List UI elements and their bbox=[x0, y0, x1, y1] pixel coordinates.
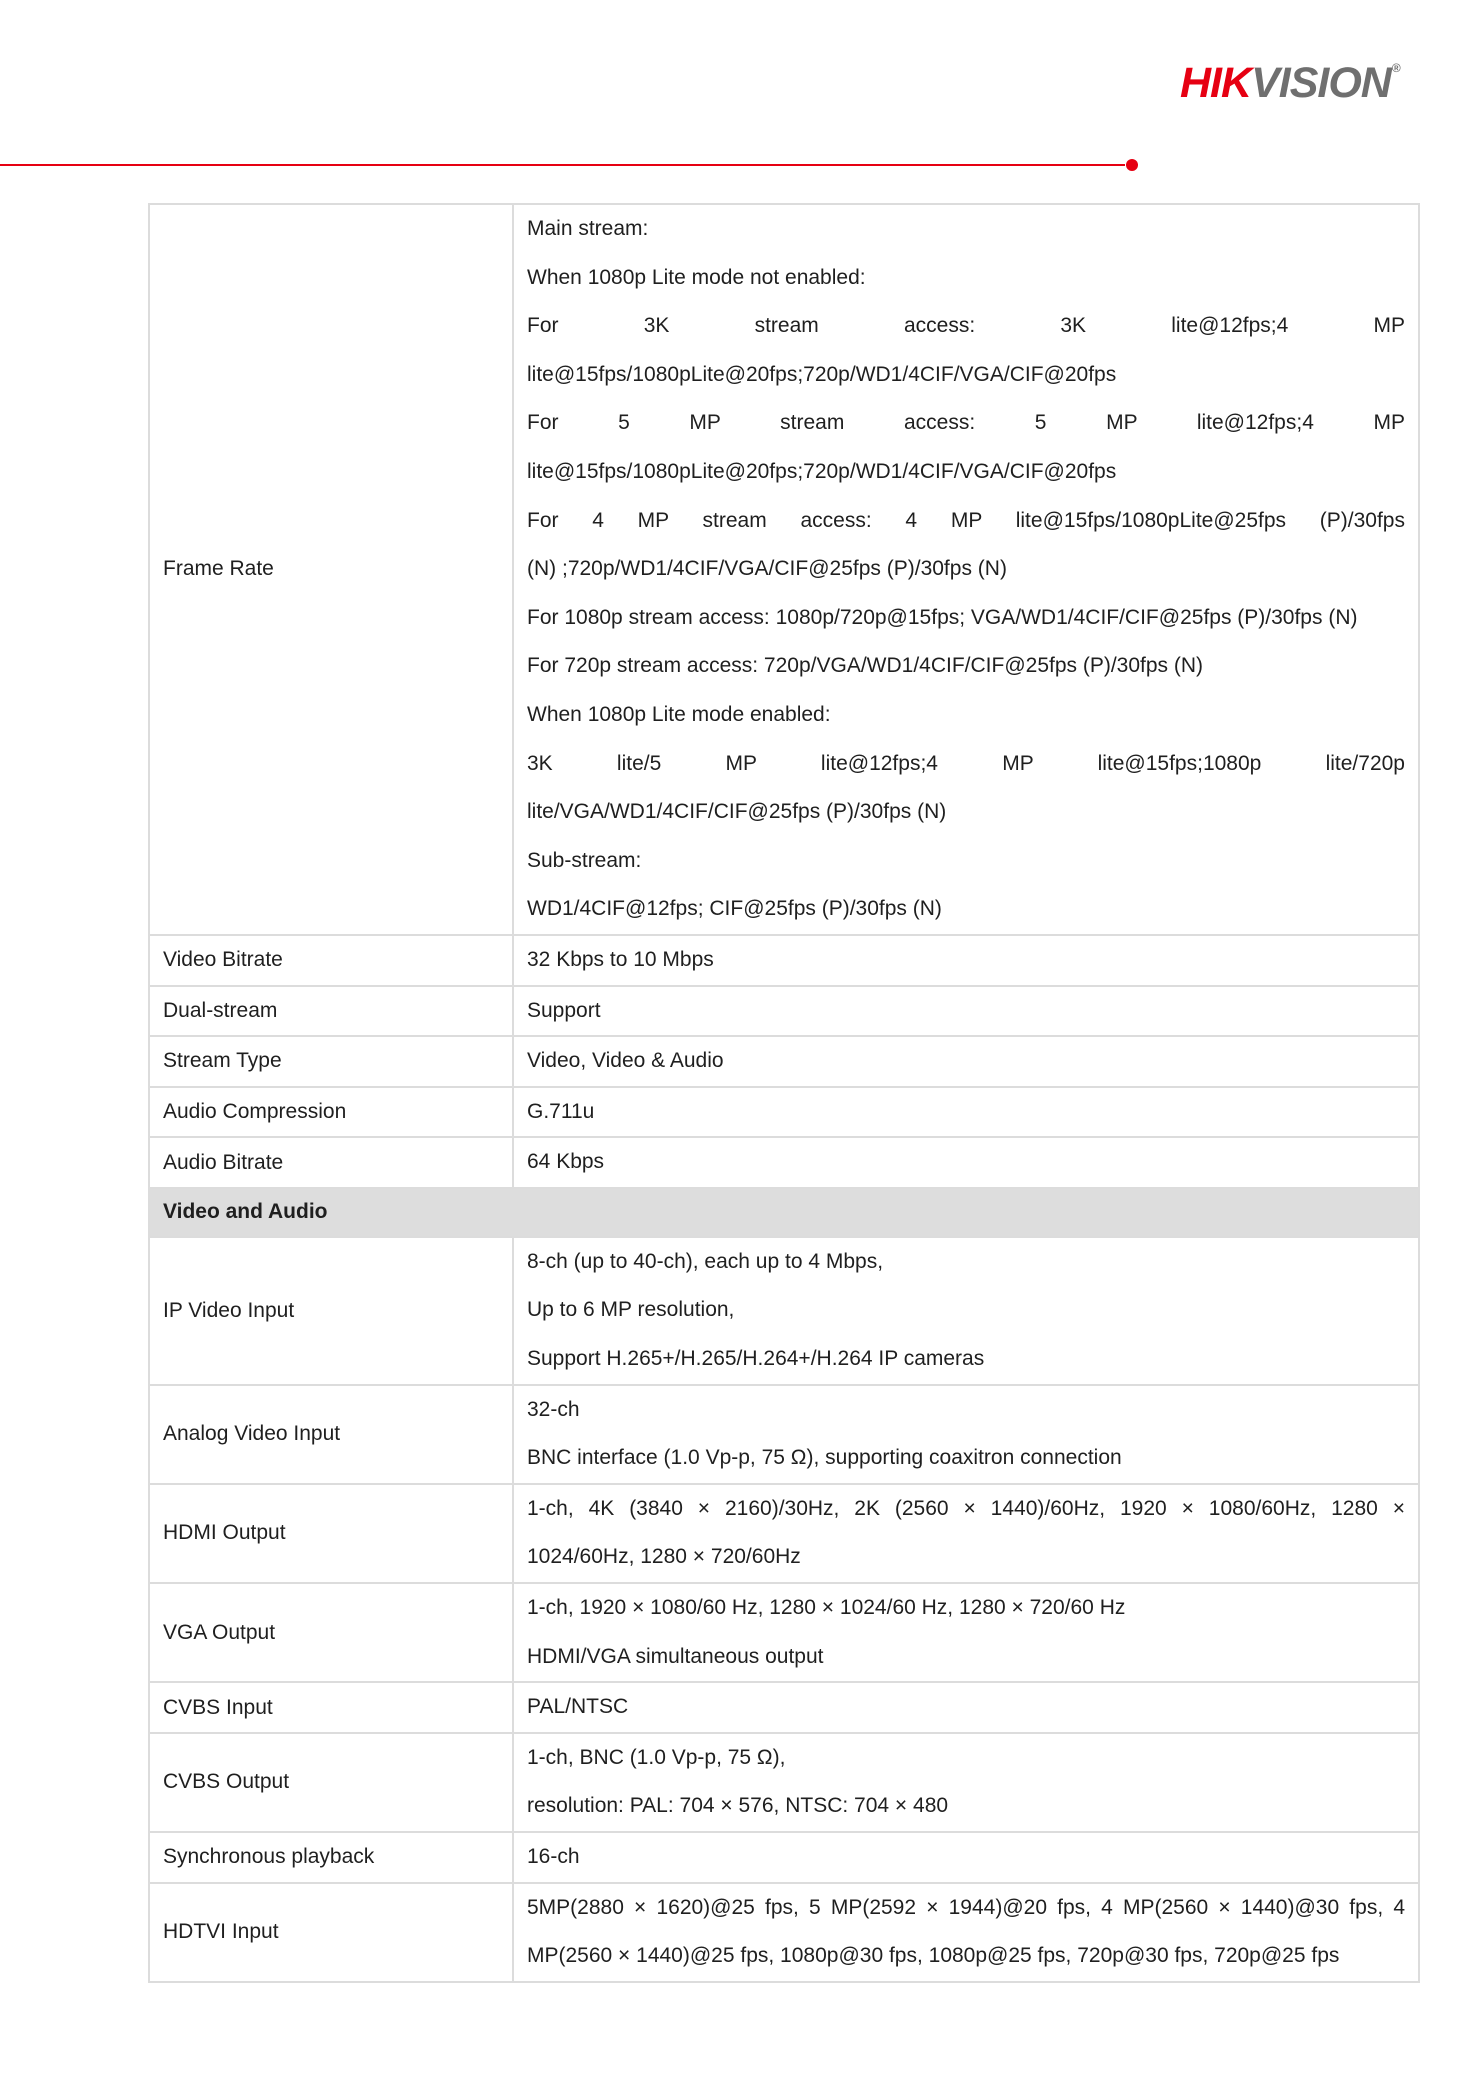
row-label: HDTVI Input bbox=[149, 1883, 513, 1982]
value-line: resolution: PAL: 704 × 576, NTSC: 704 × 480 bbox=[527, 1794, 949, 1818]
value-line: For 5 MP stream access: 5 MP lite@12fps;4 MP bbox=[527, 411, 1405, 435]
value-line: HDMI/VGA simultaneous output bbox=[527, 1644, 824, 1668]
value-line: 1-ch, 1920 × 1080/60 Hz, 1280 × 1024/60 Hz, 1280 × 720/60 Hz bbox=[527, 1596, 1126, 1620]
row-value bbox=[513, 1583, 1419, 1682]
row-value bbox=[513, 1036, 1419, 1087]
value-line: 1024/60Hz, 1280 × 720/60Hz bbox=[527, 1545, 801, 1569]
spec-table bbox=[148, 203, 1420, 1983]
header-red-dot bbox=[1126, 159, 1138, 171]
value-line: 3K lite/5 MP lite@12fps;4 MP lite@15fps;1080p lite/720p bbox=[527, 751, 1405, 775]
logo-hik-text: HIK bbox=[1180, 59, 1252, 107]
value-line: lite@15fps/1080pLite@20fps;720p/WD1/4CIF/VGA/CIF@20fps bbox=[527, 362, 1117, 386]
value-line: Support bbox=[527, 998, 601, 1022]
row-value bbox=[513, 935, 1419, 986]
section-header-video-and-audio bbox=[149, 1188, 1419, 1237]
value-line: Video, Video & Audio bbox=[527, 1049, 724, 1073]
value-line: lite/VGA/WD1/4CIF/CIF@25fps (P)/30fps (N) bbox=[527, 800, 947, 824]
value-line: 8-ch (up to 40-ch), each up to 4 Mbps, bbox=[527, 1249, 884, 1273]
value-line: For 1080p stream access: 1080p/720p@15fps; VGA/WD1/4CIF/CIF@25fps (P)/30fps (N) bbox=[527, 605, 1358, 629]
table-row-hdtvi-input bbox=[149, 1883, 1419, 1982]
value-line: lite@15fps/1080pLite@20fps;720p/WD1/4CIF/VGA/CIF@20fps bbox=[527, 459, 1117, 483]
value-line: 1-ch, 4K (3840 × 2160)/30Hz, 2K (2560 × 1440)/60Hz, 1920 × 1080/60Hz, 1280 × bbox=[527, 1496, 1405, 1520]
value-line: Support H.265+/H.265/H.264+/H.264 IP cameras bbox=[527, 1347, 985, 1371]
value-line: G.711u bbox=[527, 1099, 595, 1123]
value-line: 32-ch bbox=[527, 1397, 580, 1421]
row-value bbox=[513, 1682, 1419, 1733]
row-label: Analog Video Input bbox=[149, 1385, 513, 1484]
section-title: Video and Audio bbox=[149, 1188, 1419, 1237]
row-value bbox=[513, 1137, 1419, 1188]
value-line: For 4 MP stream access: 4 MP lite@15fps/1080pLite@25fps (P)/30fps bbox=[527, 508, 1405, 532]
table-row-frame-rate bbox=[149, 204, 1419, 935]
value-line: WD1/4CIF@12fps; CIF@25fps (P)/30fps (N) bbox=[527, 897, 942, 921]
row-label: HDMI Output bbox=[149, 1484, 513, 1583]
value-line: For 720p stream access: 720p/VGA/WD1/4CIF/CIF@25fps (P)/30fps (N) bbox=[527, 654, 1204, 678]
value-line: When 1080p Lite mode enabled: bbox=[527, 702, 831, 726]
table-row-dual-stream bbox=[149, 986, 1419, 1037]
hikvision-logo bbox=[1180, 59, 1400, 107]
table-row-video-bitrate bbox=[149, 935, 1419, 986]
table-row-vga-output bbox=[149, 1583, 1419, 1682]
table-row-audio-bitrate bbox=[149, 1137, 1419, 1188]
value-line: Sub-stream: bbox=[527, 848, 642, 872]
row-value bbox=[513, 204, 1419, 935]
row-label: Dual-stream bbox=[149, 986, 513, 1037]
logo-vision-text: VISION bbox=[1251, 59, 1391, 107]
table-row-cvbs-output bbox=[149, 1733, 1419, 1832]
header-red-rule bbox=[0, 164, 1125, 166]
row-value bbox=[513, 1237, 1419, 1385]
row-label: Video Bitrate bbox=[149, 935, 513, 986]
value-line: (N) ;720p/WD1/4CIF/VGA/CIF@25fps (P)/30fps (N) bbox=[527, 557, 1007, 581]
row-value bbox=[513, 1832, 1419, 1883]
value-line: 5MP(2880 × 1620)@25 fps, 5 MP(2592 × 1944)@20 fps, 4 MP(2560 × 1440)@30 fps, 4 bbox=[527, 1895, 1405, 1919]
row-label: Audio Bitrate bbox=[149, 1137, 513, 1188]
row-label: VGA Output bbox=[149, 1583, 513, 1682]
value-line: BNC interface (1.0 Vp-p, 75 Ω), supporting coaxitron connection bbox=[527, 1446, 1122, 1470]
value-line: 16-ch bbox=[527, 1845, 580, 1868]
row-value bbox=[513, 986, 1419, 1037]
row-label: Frame Rate bbox=[149, 204, 513, 935]
row-value bbox=[513, 1385, 1419, 1484]
row-label: IP Video Input bbox=[149, 1237, 513, 1385]
row-value bbox=[513, 1087, 1419, 1138]
value-line: MP(2560 × 1440)@25 fps, 1080p@30 fps, 1080p@25 fps, 720p@30 fps, 720p@25 fps bbox=[527, 1944, 1340, 1968]
table-row-ip-video-input bbox=[149, 1237, 1419, 1385]
registered-mark: ® bbox=[1391, 61, 1400, 75]
row-value bbox=[513, 1883, 1419, 1982]
table-row-hdmi-output bbox=[149, 1484, 1419, 1583]
value-line: When 1080p Lite mode not enabled: bbox=[527, 265, 866, 289]
value-line: 64 Kbps bbox=[527, 1150, 605, 1174]
value-line: Main stream: bbox=[527, 217, 649, 240]
row-label: CVBS Input bbox=[149, 1682, 513, 1733]
row-label: CVBS Output bbox=[149, 1733, 513, 1832]
table-row-synchronous-playback bbox=[149, 1832, 1419, 1883]
row-label: Synchronous playback bbox=[149, 1832, 513, 1883]
value-line: Up to 6 MP resolution, bbox=[527, 1298, 735, 1322]
row-label: Audio Compression bbox=[149, 1087, 513, 1138]
value-line: 32 Kbps to 10 Mbps bbox=[527, 947, 714, 971]
table-row-stream-type bbox=[149, 1036, 1419, 1087]
table-row-audio-compression bbox=[149, 1087, 1419, 1138]
table-row-analog-video-input bbox=[149, 1385, 1419, 1484]
value-line: PAL/NTSC bbox=[527, 1695, 629, 1719]
table-row-cvbs-input bbox=[149, 1682, 1419, 1733]
row-value bbox=[513, 1484, 1419, 1583]
value-line: For 3K stream access: 3K lite@12fps;4 MP bbox=[527, 314, 1405, 338]
row-value bbox=[513, 1733, 1419, 1832]
row-label: Stream Type bbox=[149, 1036, 513, 1087]
value-line: 1-ch, BNC (1.0 Vp-p, 75 Ω), bbox=[527, 1745, 786, 1769]
